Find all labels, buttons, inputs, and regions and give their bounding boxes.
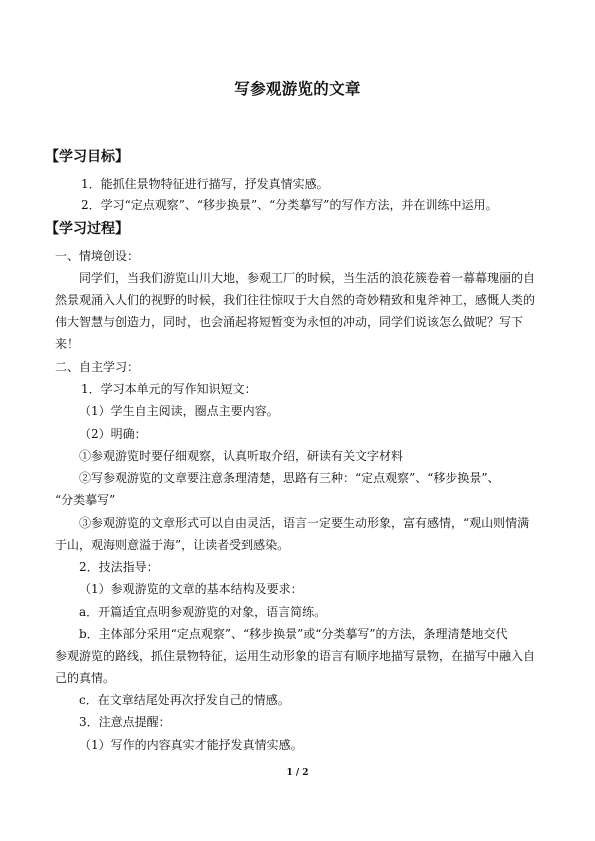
process-line: 二、自主学习： [55,360,140,374]
process-line: 一、情境创设： [55,249,140,263]
process-line: 伟大智慧与创造力，同时，也会涌起将短暂变为永恒的冲动，同学们说该怎么做呢？写下 [55,315,524,329]
process-line: ①参观游览时要仔细观察，认真听取介绍，研读有关文字材料 [79,449,404,463]
process-line: 2．技法指导： [79,560,159,574]
process-line: 然景观涌入人们的视野的时候，我们往往惊叹于大自然的奇妙精致和鬼斧神工，感慨人类的 [55,293,536,307]
objective-item: 2．学习“定点观察”、“移步换景”、“分类摹写”的写作方法，并在训练中运用。 [81,198,498,212]
process-line: ②写参观游览的文章要注意条理清楚，思路有三种：“定点观察”、“移步换景”、 [79,471,500,485]
process-line: 3．注意点提醒： [79,715,171,729]
process-line: 同学们，当我们游览山川大地，参观工厂的时候，当生活的浪花簇卷着一幕幕瑰丽的自 [79,271,536,285]
process-line: 1．学习本单元的写作知识短文： [81,382,257,396]
process-line: b．主体部分采用“定点观察”、“移步换景”或“分类摹写”的方法，条理清楚地交代 [79,627,508,641]
process-line: c．在文章结尾处再次抒发自己的情感。 [79,693,290,707]
process-line: a．开篇适宜点明参观游览的对象，语言简练。 [79,605,327,619]
page-number: 1 / 2 [286,768,309,778]
process-line: 参观游览的路线，抓住景物特征，运用生动形象的语言有顺序地描写景物，在描写中融入自 [55,649,536,663]
section-heading-process: 【学习过程】 [45,221,129,237]
process-line: （1）学生自主阅读，圈点主要内容。 [79,404,279,418]
process-line: （1）参观游览的文章的基本结构及要求： [79,582,303,596]
process-line: 己的真情。 [55,671,116,685]
process-line: 于山，观海则意溢于海”，让读者受到感染。 [55,538,290,552]
process-line: （1）写作的内容真实才能抒发真情实感。 [79,738,303,752]
objective-item: 1．能抓住景物特征进行描写，抒发真情实感。 [81,177,329,191]
section-heading-objectives: 【学习目标】 [45,149,129,165]
page-title: 写参观游览的文章 [234,79,361,98]
process-line: （2）明确： [79,427,147,441]
process-line: ③参观游览的文章形式可以自由灵活，语言一定要生动形象，富有感情，“观山则情满 [79,516,530,530]
process-line: “分类摹写” [55,493,116,507]
process-line: 来！ [55,337,80,351]
